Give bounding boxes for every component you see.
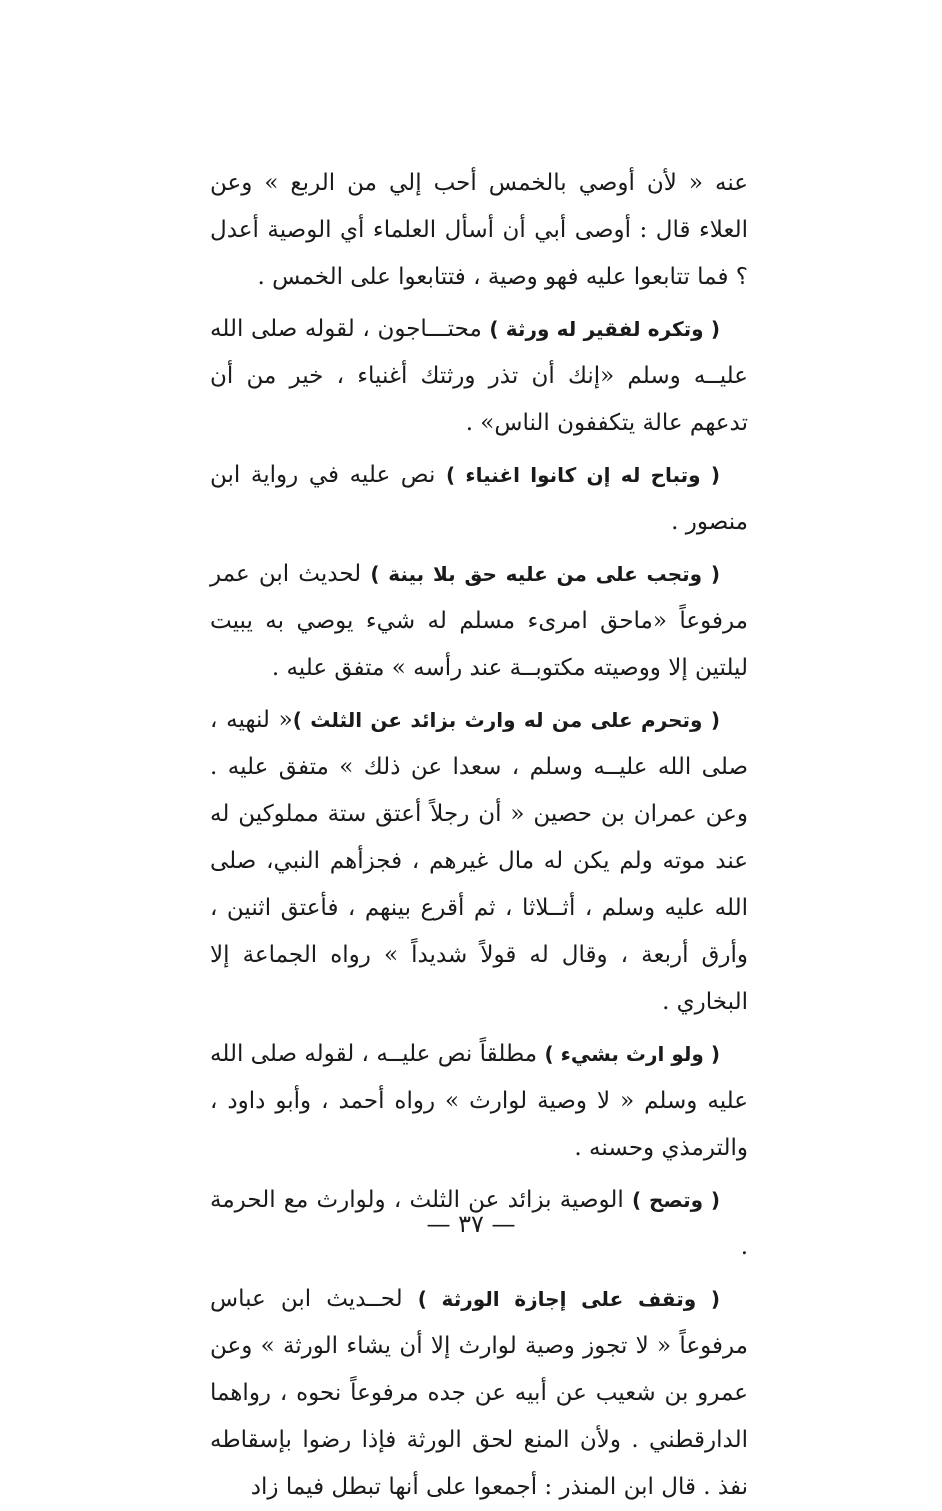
paragraph-text: نص عليه في رواية ابن منصور . [210, 462, 748, 535]
paragraph-text: محتـــاجون ، لقوله صلى الله عليــه وسلم «إنك أن تذر ورثتك أغنياء ، خير من أن تدعهم عالة يتكففون الناس» . [210, 316, 749, 436]
paragraph-3 [210, 452, 748, 546]
paragraph-text: لحــديث ابن عباس مرفوعاً « لا تجوز وصية لوارث إلا أن يشاء الورثة » وعن عمرو بن شعيب عن أبيه عن جده مرفوعاً نحوه ، رواهما الدارقطني . ولأن المنع لحق الورثة فإذا رضوا بإسقاطه نفذ . قال ابن المنذر : أجمعوا على أنها تبطل فيما زاد [210, 1286, 748, 1500]
paragraph-5 [210, 697, 748, 1026]
paragraph-heading: ( ولو ارث بشيء ) [544, 1042, 720, 1066]
paragraph-text: « لنهيه ، صلى الله عليــه وسلم ، سعدا عن ذلك » متفق عليه . وعن عمران بن حصين « أن رجلاً أعتق ستة مملوكين له عند موته ولم يكن له مال غيرهم ، فجزأهم النبي، صلى الله عليه وسلم ، أثــلاثا ، ثم أقرع بينهم ، فأعتق اثنين ، وأرق أربعة ، وقال له قولاً شديداً » رواه الجماعة إلا البخاري . [210, 707, 748, 1015]
paragraph-2 [210, 306, 748, 447]
paragraph-heading: ( وتحرم على من له وارث بزائد عن الثلث ) [292, 708, 720, 732]
paragraph-text: مطلقاً نص عليــه ، لقوله صلى الله عليه وسلم « لا وصية لوارث » رواه أحمد ، وأبو داود ، والترمذي وحسنه . [210, 1041, 748, 1161]
paragraph-4 [210, 551, 748, 692]
paragraph-heading: ( وتكره لفقير له ورثة ) [489, 317, 720, 341]
paragraph-6 [210, 1031, 748, 1172]
paragraph-1 [210, 160, 748, 301]
paragraph-text: لحديث ابن عمر مرفوعاً «ماحق امرىء مسلم له شيء يوصي به يبيت ليلتين إلا ووصيته مكتوبــة عند رأسه » متفق عليه . [210, 561, 748, 681]
paragraph-heading: ( وتباح له إن كانوا اغنياء ) [446, 463, 721, 487]
paragraph-8 [210, 1276, 748, 1511]
paragraph-text: الوصية بزائد عن الثلث ، ولوارث مع الحرمة . [210, 1187, 748, 1260]
paragraph-text: عنه « لأن أوصي بالخمس أحب إلي من الربع » وعن العلاء قال : أوصى أبي أن أسأل العلماء أي الوصية أعدل ؟ فما تتابعوا عليه فهو وصية ، فتتابعوا على الخمس . [210, 170, 748, 290]
paragraph-heading: ( وتجب على من عليه حق بلا بينة ) [370, 562, 720, 586]
paragraph-heading: ( وتصح ) [631, 1188, 720, 1212]
page-number: — ٣٧ — [426, 1210, 516, 1238]
paragraph-heading: ( وتقف على إجازة الورثة ) [417, 1287, 721, 1311]
